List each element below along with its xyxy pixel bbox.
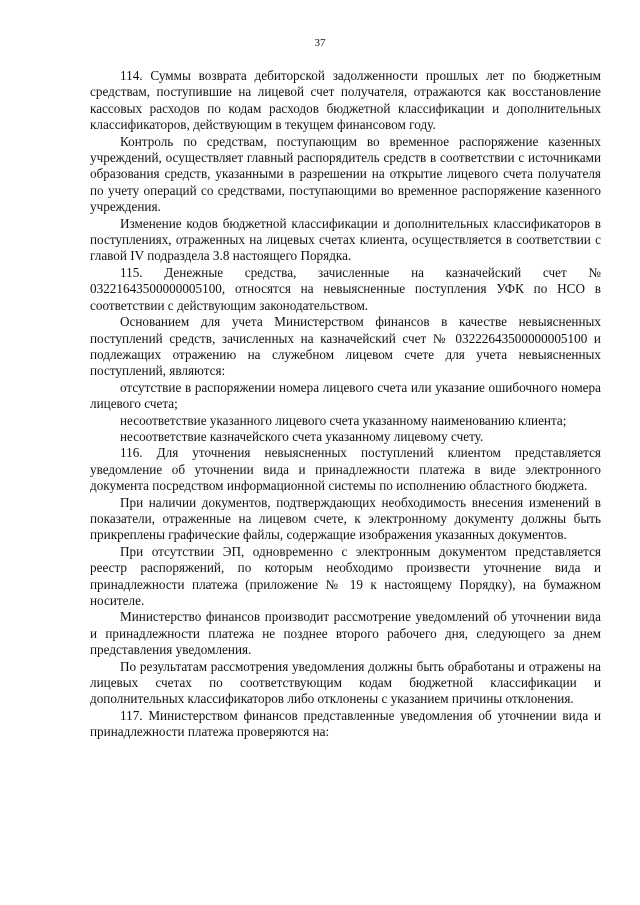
list-item-treasury-mismatch: несоответствие казначейского счета указанному лицевому счету. xyxy=(120,428,484,444)
paragraph-review-result: По результатам рассмотрения уведомления должны быть обработаны и отражены на лицевых счетах по соответствующим кодам бюджетной классификации и дополнительных классификаторов либо отклонены с указанием причины отклонения. xyxy=(90,658,601,707)
paragraph-code-change: Изменение кодов бюджетной классификации и дополнительных классификаторов в поступлениях, отраженных на лицевых счетах клиента, осуществляется в соответствии с главой IV подраздела 3.8 настоящего Порядка. xyxy=(90,215,601,264)
paragraph-115: 115. Денежные средства, зачисленные на казначейский счет № 03221643500000005100, относятся на невыясненные поступления УФК по НСО в соответствии с действующим законодательством. xyxy=(90,264,601,313)
paragraph-no-signature: При отсутствии ЭП, одновременно с электронным документом представляется реестр распоряжений, по которым необходимо произвести уточнение вида и принадлежности платежа (приложение № 19 к настоящему Порядку), на бумажном носителе. xyxy=(90,543,601,608)
list-item-missing-account: отсутствие в распоряжении номера лицевого счета или указание ошибочного номера лицевого счета; xyxy=(90,379,601,412)
paragraph-review-term: Министерство финансов производит рассмотрение уведомлений об уточнении вида и принадлежности платежа не позднее второго рабочего дня, следующего за днем представления уведомления. xyxy=(90,609,601,658)
document-body xyxy=(90,68,601,741)
paragraph-117: 117. Министерством финансов представленные уведомления об уточнении вида и принадлежности платежа проверяются на: xyxy=(90,707,601,740)
list-item-account-mismatch: несоответствие указанного лицевого счета указанному наименованию клиента; xyxy=(120,412,567,428)
page-number: 37 xyxy=(314,37,326,49)
paragraph-basis: Основанием для учета Министерством финансов в качестве невыясненных поступлений средств, зачисленных на казначейский счет № 03222643500000005100 и подлежащих отражению на служебном лицевом счете для учета невыясненных поступлений, являются: xyxy=(90,314,601,379)
paragraph-attachments: При наличии документов, подтверждающих необходимость внесения изменений в показатели, отраженные на лицевом счете, к электронному документу должны быть прикреплены графические файлы, содержащие изображения указанных документов. xyxy=(90,494,601,543)
paragraph-114: 114. Суммы возврата дебиторской задолженности прошлых лет по бюджетным средствам, поступившие на лицевой счет получателя, отражаются как восстановление кассовых расходов по кодам расходов бюджетной классификации и дополнительных классификаторов, действующим в текущем финансовом году. xyxy=(90,68,601,133)
paragraph-control-funds: Контроль по средствам, поступающим во временное распоряжение казенных учреждений, осуществляет главный распорядитель средств в соответствии с источниками образования средств, указанными в разрешении на открытие лицевого счета получателя по учету операций со средствами, поступающими во временное распоряжение казенного учреждения. xyxy=(90,133,601,215)
paragraph-116: 116. Для уточнения невыясненных поступлений клиентом представляется уведомление об уточнении вида и принадлежности платежа в виде электронного документа посредством информационной системы по исполнению областного бюджета. xyxy=(90,445,601,494)
